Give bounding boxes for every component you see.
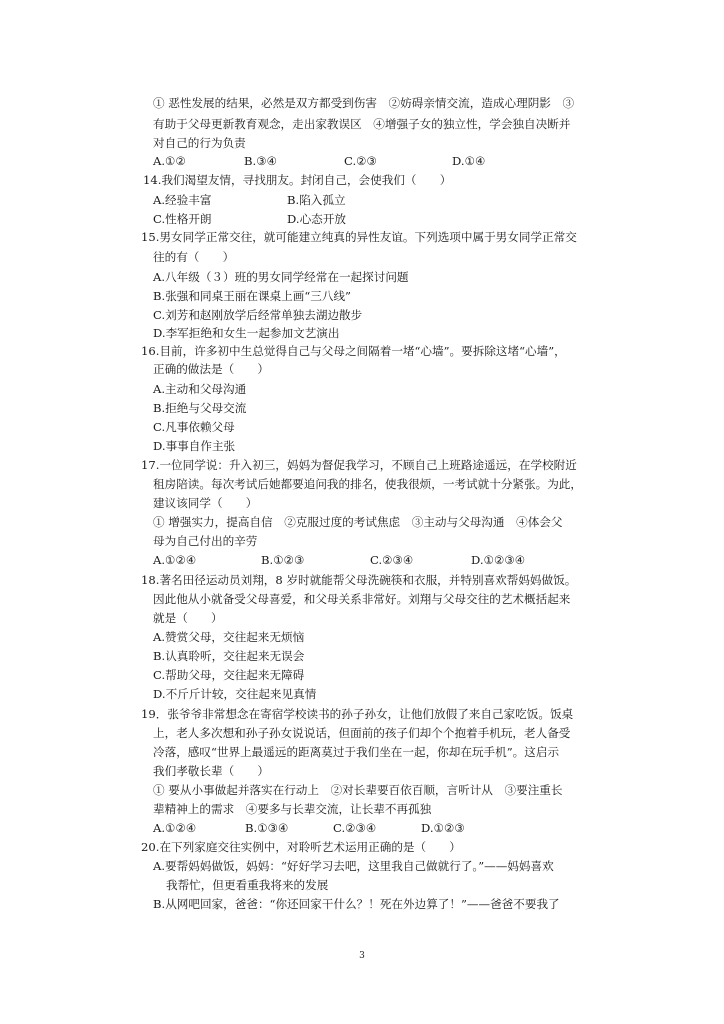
q19-stem-line-3: 冷落，感叹“世界上最遥远的距离莫过于我们坐在一起，你却在玩手机”。这启示 — [153, 745, 560, 759]
q19-stem-line-1: 19．张爷爷非常想念在寄宿学校读书的孙子孙女，让他们放假了来自己家吃饭。饭桌 — [141, 707, 574, 721]
q13-statement-line-1: ① 恶性发展的结果，必然是双方都受到伤害 ②妨碍亲情交流，造成心理阴影 ③ — [153, 96, 575, 110]
q19-stem-line-4: 我们孝敬长辈（ ） — [153, 764, 269, 778]
q13-option-b: B.③④ — [244, 154, 277, 168]
q15-option-d: D.李军拒绝和女生一起参加文艺演出 — [153, 326, 340, 340]
q19-statement-line-1: ① 要从小事做起并落实在行动上 ②对长辈要百依百顺，言听计从 ③要注重长 — [153, 783, 563, 797]
q17-stem-line-3: 建议该同学（ ） — [153, 496, 258, 510]
q18-stem-line-3: 就是（ ） — [153, 611, 223, 625]
q18-option-c: C.帮助父母，交往起来无障碍 — [153, 668, 305, 682]
q17-options — [153, 552, 623, 568]
q18-option-d: D.不斤斤计较，交往起来见真情 — [153, 687, 317, 701]
q14-options-row-1 — [153, 192, 623, 208]
q15-stem-line-2: 往的有（ ） — [153, 250, 235, 264]
q17-statement-line-2: 母为自己付出的辛劳 — [153, 534, 258, 548]
q14-option-a: A.经验丰富 — [153, 193, 212, 207]
q18-stem-line-2: 因此他从小就备受父母喜爱，和父母关系非常好。刘翔与父母交往的艺术概括起来 — [153, 592, 571, 606]
q17-statement-line-1: ① 增强实力，提高自信 ②克服过度的考试焦虑 ③主动与父母沟通 ④体会父 — [153, 515, 563, 529]
q15-option-a: A.八年级（３）班的男女同学经常在一起探讨问题 — [153, 270, 409, 284]
q17-stem-line-1: 17.一位同学说：升入初三，妈妈为督促我学习，不顾自己上班路途遥远，在学校附近 — [141, 458, 577, 472]
q16-option-a: A.主动和父母沟通 — [153, 382, 247, 396]
q17-option-b: B.①②③ — [261, 553, 305, 567]
q14-option-c: C.性格开朗 — [153, 212, 212, 226]
q20-option-a-line-1: A.要帮妈妈做饭，妈妈：“好好学习去吧，这里我自己做就行了。”——妈妈喜欢 — [153, 859, 554, 873]
q19-options — [153, 820, 623, 836]
q14-option-b: B.陷入孤立 — [287, 193, 346, 207]
q18-stem-line-1: 18.著名田径运动员刘翔，8 岁时就能帮父母洗碗筷和衣服，并特别喜欢帮妈妈做饭。 — [141, 573, 577, 587]
q14-option-d: D.心态开放 — [287, 212, 346, 226]
q13-statement-line-3: 对自己的行为负责 — [153, 136, 246, 150]
q15-option-b: B.张强和同桌王丽在课桌上画“三八线” — [153, 289, 351, 303]
q16-stem-line-2: 正确的做法是（ ） — [153, 362, 269, 376]
page-number: 3 — [359, 951, 365, 961]
q16-option-b: B.拒绝与父母交流 — [153, 401, 247, 415]
q16-stem-line-1: 16.目前，许多初中生总觉得自己与父母之间隔着一堵“心墙”。要拆除这堵“心墙”， — [141, 344, 566, 358]
q20-stem: 20.在下列家庭交往实例中，对聆听艺术运用正确的是（ ） — [141, 840, 461, 854]
q16-option-d: D.事事自作主张 — [153, 439, 236, 453]
q19-option-d: D.①②③ — [421, 821, 465, 835]
q20-option-a-line-2: 我帮忙，但更看重我将来的发展 — [166, 878, 329, 892]
q13-statement-line-2: 有助于父母更新教育观念，走出家教误区 ④增强子女的独立性，学会独自决断并 — [153, 117, 571, 131]
q19-option-b: B.①③④ — [245, 821, 289, 835]
q19-stem-line-2: 上，老人多次想和孙子孙女说说话，但面前的孩子们却个个抱着手机玩，老人备受 — [153, 726, 571, 740]
q17-stem-line-2: 租房陪读。每次考试后她都要追问我的排名，使我很烦，一考试就十分紧张。为此， — [153, 477, 582, 491]
q13-options — [153, 153, 623, 169]
q13-option-d: D.①④ — [452, 154, 486, 168]
q13-option-a: A.①② — [153, 154, 186, 168]
q19-statement-line-2: 辈精神上的需求 ④要多与长辈交流，让长辈不再孤独 — [153, 802, 432, 816]
q15-option-c: C.刘芳和赵刚放学后经常单独去湖边散步 — [153, 308, 363, 322]
q14-options-row-2 — [153, 211, 623, 227]
q17-option-c: C.②③④ — [370, 553, 414, 567]
q20-option-b: B.从网吧回家，爸爸：“你还回家干什么？！死在外边算了！”——爸爸不要我了 — [153, 897, 560, 911]
q13-option-c: C.②③ — [344, 154, 377, 168]
q17-option-a: A.①②④ — [153, 553, 197, 567]
q19-option-c: C.②③④ — [333, 821, 377, 835]
q18-option-a: A.赞赏父母，交往起来无烦恼 — [153, 630, 305, 644]
q19-option-a: A.①②④ — [153, 821, 197, 835]
q17-option-d: D.①②③④ — [471, 553, 526, 567]
q16-option-c: C.凡事依赖父母 — [153, 420, 235, 434]
q15-stem-line-1: 15.男女同学正常交往，就可能建立纯真的异性友谊。下列选项中属于男女同学正常交 — [141, 230, 577, 244]
q14-stem: 14.我们渴望友情，寻找朋友。封闭自己，会使我们（ ） — [143, 173, 452, 187]
q18-option-b: B.认真聆听，交往起来无误会 — [153, 649, 305, 663]
